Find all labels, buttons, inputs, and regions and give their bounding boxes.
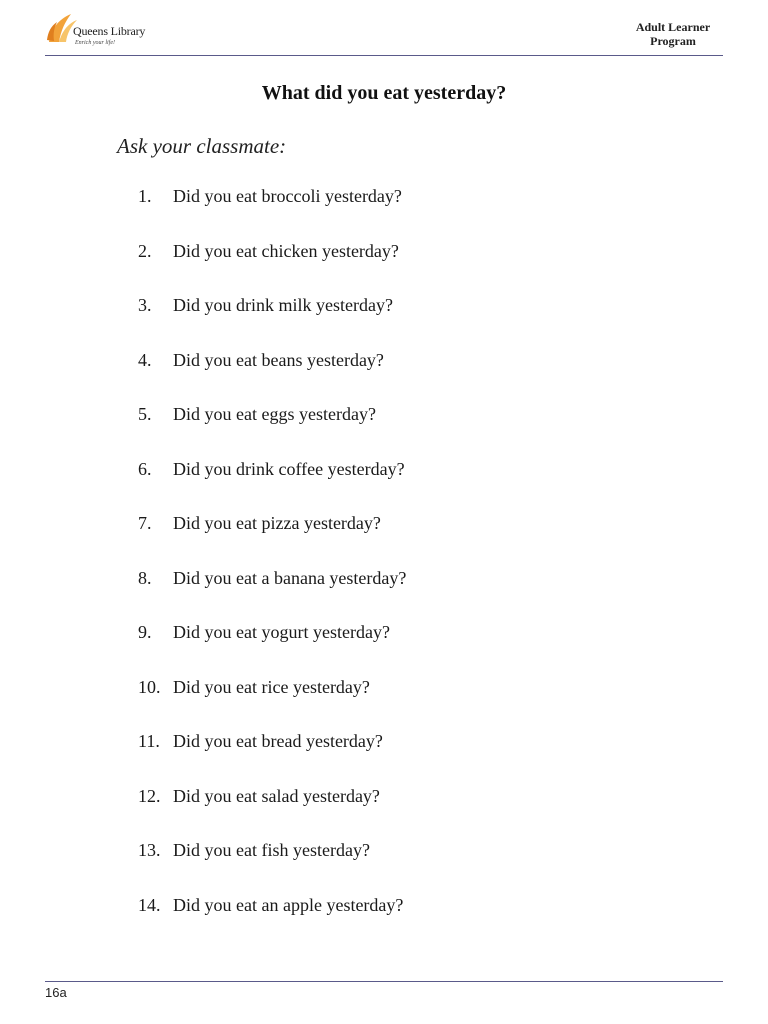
logo-name: Queens Library xyxy=(73,24,146,38)
question-number: 5. xyxy=(138,404,152,424)
question-item xyxy=(138,513,406,568)
question-text: Did you eat salad yesterday? xyxy=(173,785,380,806)
question-number: 3. xyxy=(138,295,152,315)
question-item xyxy=(138,404,406,459)
question-text: Did you drink coffee yesterday? xyxy=(173,458,405,479)
page-title: What did you eat yesterday? xyxy=(261,82,507,104)
question-text: Did you eat rice yesterday? xyxy=(173,676,370,697)
question-number: 2. xyxy=(138,240,152,261)
question-list xyxy=(138,186,406,949)
question-number: 11. xyxy=(138,731,160,751)
question-number: 6. xyxy=(138,458,152,479)
question-item xyxy=(138,677,406,732)
program-line-1: Adult Learner xyxy=(635,20,711,34)
question-item xyxy=(138,622,406,677)
question-number: 1. xyxy=(138,186,152,206)
question-text: Did you eat yogurt yesterday? xyxy=(173,622,390,642)
question-text: Did you eat fish yesterday? xyxy=(173,840,370,860)
question-text: Did you eat eggs yesterday? xyxy=(173,404,376,424)
question-item xyxy=(138,241,406,296)
question-text: Did you eat chicken yesterday? xyxy=(173,240,399,261)
question-text: Did you eat an apple yesterday? xyxy=(173,894,404,915)
question-item xyxy=(138,731,406,786)
question-number: 13. xyxy=(138,840,161,860)
question-text: Did you eat bread yesterday? xyxy=(173,731,383,751)
instruction-text: Ask your classmate: xyxy=(117,134,287,158)
question-number: 8. xyxy=(138,567,152,588)
question-item xyxy=(138,895,406,950)
question-item xyxy=(138,840,406,895)
question-number: 9. xyxy=(138,622,152,642)
program-line-2: Program xyxy=(650,34,696,48)
header-divider xyxy=(45,55,723,56)
page-header xyxy=(45,10,723,55)
question-text: Did you eat pizza yesterday? xyxy=(173,513,381,533)
question-item xyxy=(138,786,406,841)
question-item xyxy=(138,350,406,405)
program-name xyxy=(623,20,723,48)
logo-tagline: Enrich your life! xyxy=(75,40,115,46)
question-text: Did you eat broccoli yesterday? xyxy=(173,186,402,206)
question-text: Did you drink milk yesterday? xyxy=(173,295,393,315)
page-number: 16a xyxy=(45,985,67,1000)
question-number: 10. xyxy=(138,676,161,697)
question-item xyxy=(138,459,406,514)
question-number: 7. xyxy=(138,513,152,533)
question-number: 4. xyxy=(138,349,152,370)
queens-library-logo xyxy=(45,10,165,52)
question-number: 12. xyxy=(138,785,161,806)
question-number: 14. xyxy=(138,894,161,915)
footer-divider xyxy=(45,981,723,982)
question-item xyxy=(138,568,406,623)
question-text: Did you eat a banana yesterday? xyxy=(173,567,407,588)
question-item xyxy=(138,295,406,350)
question-item xyxy=(138,186,406,241)
question-text: Did you eat beans yesterday? xyxy=(173,349,384,370)
